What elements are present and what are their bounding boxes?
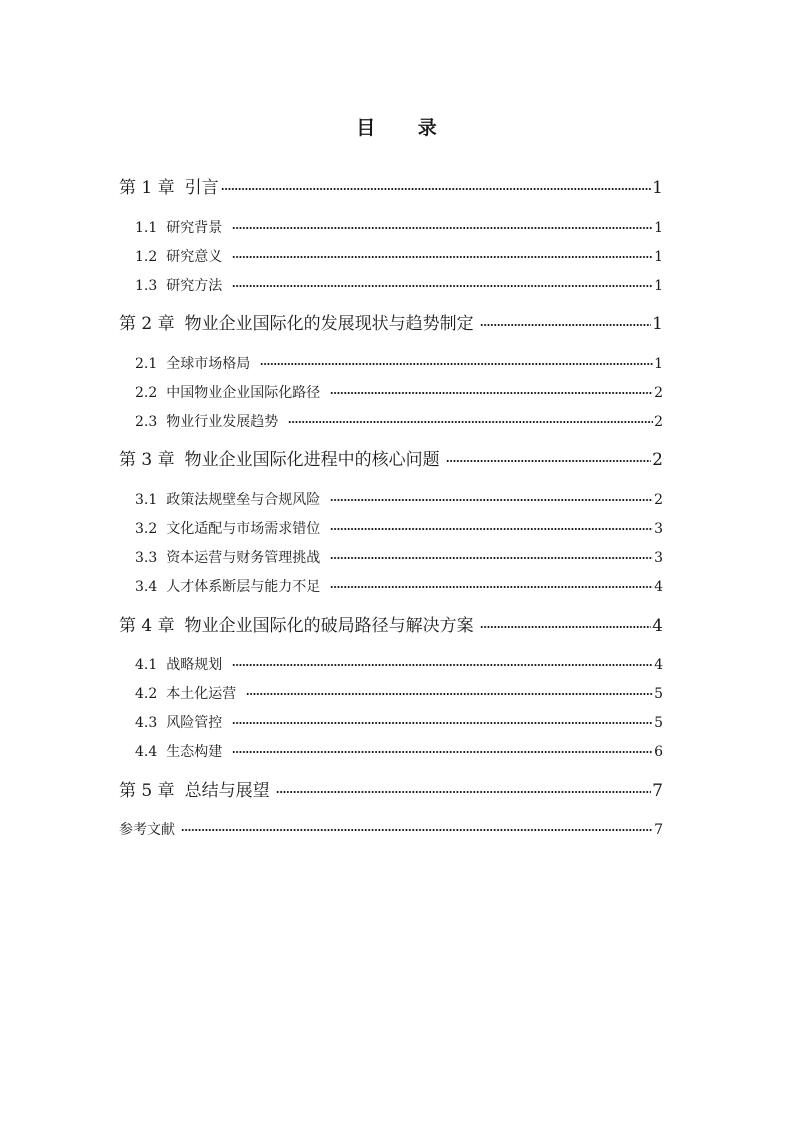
entry-title: 政策法规壁垒与合规风险 <box>166 492 321 508</box>
entry-number: 4.1 <box>135 657 158 673</box>
entry-number: 4.4 <box>135 744 158 760</box>
entry-page-number: 1 <box>654 249 663 265</box>
entry-title: 全球市场格局 <box>166 356 251 372</box>
entry-number: 1.2 <box>135 249 158 265</box>
toc-entry-section-4-3[interactable] <box>135 716 663 730</box>
entry-number: 3.1 <box>135 492 158 508</box>
entry-title: 本土化运营 <box>166 686 237 702</box>
entry-page-number: 4 <box>654 579 663 595</box>
entry-number: 2.1 <box>135 356 158 372</box>
entry-page-number: 1 <box>652 314 663 334</box>
toc-entry-section-1-3[interactable] <box>135 279 663 293</box>
toc-entry-section-3-3[interactable] <box>135 551 663 565</box>
toc-entry-section-4-4[interactable] <box>135 745 663 759</box>
dot-leader <box>480 625 652 629</box>
entry-page-number: 1 <box>654 356 663 372</box>
dot-leader <box>330 585 653 589</box>
entry-title: 战略规划 <box>166 657 223 673</box>
entry-number: 第 3 章 <box>119 450 175 470</box>
entry-number: 2.2 <box>135 385 158 401</box>
entry-page-number: 5 <box>654 686 663 702</box>
entry-page-number: 4 <box>652 616 663 636</box>
entry-number: 3.3 <box>135 550 158 566</box>
toc-entry-section-2-2[interactable] <box>135 386 663 400</box>
entry-title: 中国物业企业国际化路径 <box>166 385 321 401</box>
toc-entry-references[interactable] <box>119 823 663 837</box>
entry-title: 资本运营与财务管理挑战 <box>166 550 321 566</box>
entry-title: 人才体系断层与能力不足 <box>166 579 321 595</box>
entry-number: 3.2 <box>135 521 158 537</box>
entry-number: 第 2 章 <box>119 314 175 334</box>
toc-entry-chapter-4[interactable] <box>119 618 663 635</box>
entry-number: 3.4 <box>135 579 158 595</box>
toc-entry-section-1-1[interactable] <box>135 221 663 235</box>
toc-entry-section-3-4[interactable] <box>135 580 663 594</box>
entry-title: 研究方法 <box>166 278 223 294</box>
dot-leader <box>480 323 652 327</box>
entry-page-number: 7 <box>654 822 663 838</box>
dot-leader <box>232 255 653 259</box>
entry-number: 第 1 章 <box>119 178 175 198</box>
entry-number: 第 5 章 <box>119 781 175 801</box>
dot-leader <box>181 828 653 832</box>
dot-leader <box>232 750 653 754</box>
toc-entry-section-4-2[interactable] <box>135 687 663 701</box>
dot-leader <box>260 362 653 366</box>
entry-title: 研究背景 <box>166 220 223 236</box>
dot-leader <box>246 692 653 696</box>
toc-title: 目 录 <box>356 117 455 139</box>
entry-page-number: 3 <box>654 550 663 566</box>
entry-title: 风险管控 <box>166 715 223 731</box>
toc-entry-chapter-2[interactable] <box>119 316 663 333</box>
dot-leader <box>232 226 653 230</box>
entry-number: 第 4 章 <box>119 616 175 636</box>
entry-page-number: 2 <box>654 492 663 508</box>
entry-number: 2.3 <box>135 414 158 430</box>
entry-number: 4.3 <box>135 715 158 731</box>
entry-page-number: 1 <box>654 220 663 236</box>
dot-leader <box>232 721 653 725</box>
entry-page-number: 2 <box>654 414 663 430</box>
entry-page-number: 1 <box>654 278 663 294</box>
dot-leader <box>276 790 652 794</box>
entry-title: 文化适配与市场需求错位 <box>166 521 321 537</box>
entry-title: 研究意义 <box>166 249 223 265</box>
toc-entry-section-2-3[interactable] <box>135 415 663 429</box>
entry-page-number: 2 <box>652 450 663 470</box>
dot-leader <box>232 284 653 288</box>
toc-entry-section-4-1[interactable] <box>135 658 663 672</box>
dot-leader <box>232 663 653 667</box>
entry-number: 1.3 <box>135 278 158 294</box>
entry-page-number: 3 <box>654 521 663 537</box>
entry-page-number: 4 <box>654 657 663 673</box>
entry-title: 物业企业国际化的破局路径与解决方案 <box>184 616 474 636</box>
entry-number: 1.1 <box>135 220 158 236</box>
entry-title: 物业企业国际化的发展现状与趋势制定 <box>184 314 474 334</box>
entry-title: 生态构建 <box>166 744 223 760</box>
entry-title: 总结与展望 <box>184 781 270 801</box>
dot-leader <box>330 556 653 560</box>
toc-entry-section-3-2[interactable] <box>135 522 663 536</box>
toc-entry-chapter-1[interactable] <box>119 180 663 197</box>
dot-leader <box>446 459 652 463</box>
entry-page-number: 7 <box>652 781 663 801</box>
entry-number: 4.2 <box>135 686 158 702</box>
dot-leader <box>330 498 653 502</box>
toc-entry-chapter-3[interactable] <box>119 452 663 469</box>
entry-page-number: 6 <box>654 744 663 760</box>
toc-entry-section-3-1[interactable] <box>135 493 663 507</box>
dot-leader <box>221 187 652 191</box>
entry-title: 物业企业国际化进程中的核心问题 <box>184 450 440 470</box>
toc-entry-section-2-1[interactable] <box>135 357 663 371</box>
dot-leader <box>288 420 653 424</box>
toc-entry-chapter-5[interactable] <box>119 783 663 800</box>
toc-entry-section-1-2[interactable] <box>135 250 663 264</box>
entry-title: 参考文献 <box>119 822 175 838</box>
entry-page-number: 5 <box>654 715 663 731</box>
entry-title: 引言 <box>184 178 219 198</box>
dot-leader <box>330 391 653 395</box>
entry-page-number: 2 <box>654 385 663 401</box>
entry-page-number: 1 <box>652 178 663 198</box>
dot-leader <box>330 527 653 531</box>
entry-title: 物业行业发展趋势 <box>166 414 279 430</box>
